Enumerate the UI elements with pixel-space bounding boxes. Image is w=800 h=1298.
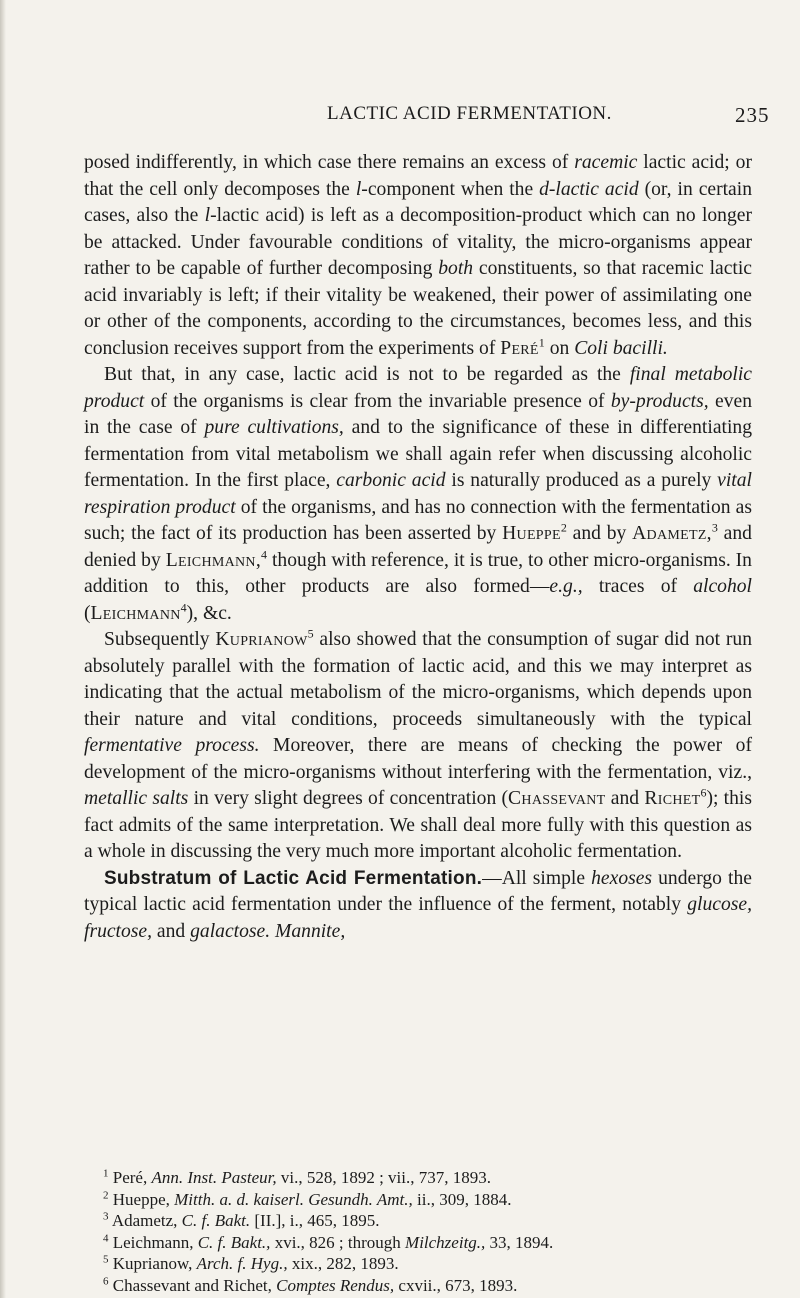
text-run: and by	[566, 523, 633, 544]
author-name: Leichmann	[90, 602, 181, 624]
italic-run: Coli bacilli.	[574, 337, 668, 359]
footnote-number: 6	[103, 1274, 109, 1287]
footnote-ref: 4	[261, 546, 268, 561]
footnotes	[103, 1167, 763, 1296]
text-run: ); this fact admits of the same interpretation. We shall deal more fully with this question as a whole in discussing the very much more important alcoholic fermentation.	[84, 788, 752, 862]
italic-run: d-lactic acid	[539, 178, 639, 200]
italic-run: Mannite,	[275, 920, 346, 942]
paragraph-1	[84, 150, 752, 362]
author-name: Hueppe	[502, 523, 561, 544]
text-run: and to the significance of these in differentiating fermentation from vital metabolism we shall again refer when discussing alcoholic fermentation. In the first place,	[84, 417, 752, 491]
italic-run: l	[204, 205, 211, 226]
italic-run: racemic	[574, 152, 638, 173]
italic-run: e.g.,	[549, 576, 583, 597]
text-run: on	[544, 337, 575, 359]
text-run: (	[84, 602, 91, 624]
footnote-ref: 4	[180, 599, 187, 614]
footnote-ref: 3	[711, 520, 718, 535]
footnote-citation: [II.], i., 465, 1895.	[250, 1211, 380, 1230]
italic-run: l	[355, 178, 362, 200]
italic-run: metallic salts	[84, 788, 189, 809]
footnote	[103, 1232, 763, 1254]
footnote-citation: xvi., 826 ; through	[270, 1232, 406, 1252]
author-name: Kuprianow	[215, 629, 308, 650]
footnote-number: 2	[103, 1188, 109, 1201]
text-run: -lactic acid) is left as a decomposition-product which can no longer be attacked. Under favourable conditions of vitality, the micro-organisms appear rather to be capable of further decomposing	[84, 205, 752, 279]
footnote	[103, 1167, 763, 1189]
footnote-author: Hueppe,	[112, 1189, 175, 1209]
footnote-citation: cxvii., 673, 1893.	[394, 1275, 518, 1295]
text-run: Subsequently	[104, 629, 216, 650]
footnote-citation: ii., 309, 1884.	[412, 1189, 512, 1209]
paragraph-3	[84, 627, 752, 866]
footnote-source: C. f. Bakt.	[181, 1211, 251, 1230]
footnote-ref: 2	[560, 520, 567, 535]
footnote-number: 5	[103, 1253, 109, 1266]
footnote-ref: 6	[700, 785, 707, 800]
italic-run: alcohol	[693, 576, 752, 597]
footnote-source: Comptes Rendus,	[276, 1275, 395, 1295]
text-run: But that, in any case, lactic acid is not to be regarded as the	[104, 364, 630, 385]
body-text	[84, 150, 752, 945]
footnote-number: 3	[103, 1210, 109, 1223]
footnote	[103, 1189, 763, 1211]
author-name: Richet	[644, 788, 701, 809]
footnote-citation: vi., 528, 1892 ; vii., 737, 1893.	[276, 1168, 492, 1187]
text-run: even in the case of	[84, 390, 752, 438]
page-edge-shadow	[0, 0, 6, 1298]
text-run: and	[152, 920, 191, 942]
text-run: of the organisms is clear from the invariable presence of	[144, 390, 611, 412]
text-run: and denied by	[84, 523, 752, 571]
footnote-author: Adametz,	[111, 1211, 182, 1230]
footnote-author: Leichmann,	[112, 1232, 198, 1252]
italic-run: carbonic acid	[336, 470, 446, 491]
footnote-author: Chassevant and Richet,	[112, 1275, 277, 1295]
text-run: is naturally produced as a purely	[445, 470, 718, 491]
italic-run: both	[438, 258, 474, 279]
text-run: —All simple	[482, 867, 592, 889]
footnote-source: C. f. Bakt.,	[197, 1232, 271, 1252]
text-run: though with reference, it is true, to other micro-organisms. In addition to this, other products are also formed—	[84, 549, 752, 597]
footnote-ref: 1	[538, 334, 545, 349]
text-run: ), &c.	[186, 602, 232, 624]
footnote	[103, 1275, 763, 1297]
text-run: posed indifferently, in which case there remains an excess of	[84, 152, 575, 173]
italic-run: vital respiration product	[84, 470, 752, 518]
italic-run: fermentative process.	[84, 735, 260, 756]
footnote	[103, 1210, 763, 1232]
text-run: -component when the	[361, 178, 540, 200]
paragraph-4	[84, 866, 752, 946]
text-run: (or, in certain cases, also the	[84, 178, 752, 226]
text-run: of the organisms, and has no connection with the fermentation as such; the fact of its production has been asserted by	[84, 496, 752, 544]
footnote-source: Milchzeitg.,	[405, 1232, 486, 1252]
paragraph-2	[84, 362, 752, 627]
text-run: undergo the typical lactic acid fermentation under the influence of the ferment, notably	[84, 867, 752, 915]
italic-run: glucose, fructose,	[84, 894, 752, 942]
footnote-citation: xix., 282, 1893.	[287, 1254, 399, 1273]
italic-run: pure cultivations,	[204, 417, 344, 438]
italic-run: final metabolic product	[84, 364, 752, 412]
author-name: Adametz,	[632, 523, 712, 544]
running-title: LACTIC ACID FERMENTATION.	[327, 103, 612, 124]
footnote-author: Kuprianow,	[112, 1254, 197, 1273]
footnote-number: 4	[103, 1231, 109, 1244]
text-run: lactic acid; or that the cell only decomposes the	[84, 152, 752, 200]
page-number: 235	[735, 103, 770, 127]
footnote-source: Ann. Inst. Pasteur,	[151, 1168, 277, 1187]
text-run: constituents, so that racemic lactic acid invariably is left; if their vitality be weakened, their power of assimilating one or other of the components, according to the circumstances, becomes less, and this conclusion receives support from the experiments of	[84, 258, 752, 359]
text-run: in very slight degrees of concentration (	[188, 788, 509, 809]
footnote-number: 1	[103, 1167, 109, 1180]
text-run: Moreover, there are means of checking the power of development of the micro-organisms without interfering with the fermentation, viz.,	[84, 735, 752, 783]
footnote-citation: 33, 1894.	[485, 1232, 554, 1252]
italic-run: by-products,	[610, 390, 709, 412]
author-name: Chassevant	[508, 788, 606, 809]
footnote-source: Arch. f. Hyg.,	[196, 1254, 288, 1273]
footnote-author: Peré,	[112, 1168, 152, 1187]
text-run: also showed that the consumption of sugar did not run absolutely parallel with the formation of lactic acid, and this we may interpret as indicating that the actual metabolism of the micro-organisms, which depends upon their nature and vital conditions, proceeds simultaneously with the typical	[84, 629, 752, 730]
text-run: traces of	[582, 576, 694, 597]
author-name: Leichmann,	[165, 549, 262, 571]
footnote	[103, 1253, 763, 1275]
footnote-ref: 5	[307, 626, 314, 641]
text-run: and	[605, 788, 645, 809]
italic-run: hexoses	[591, 867, 653, 889]
footnote-source: Mitth. a. d. kaiserl. Gesundh. Amt.,	[174, 1189, 413, 1209]
italic-run: galactose.	[190, 920, 271, 942]
author-name: Peré	[500, 337, 539, 359]
section-heading: Substratum of Lactic Acid Fermentation.	[104, 867, 483, 889]
